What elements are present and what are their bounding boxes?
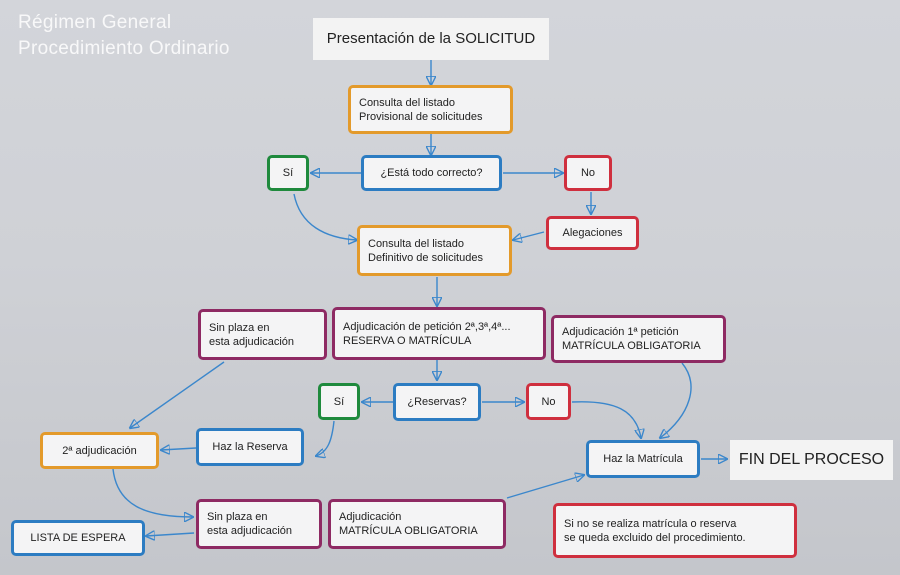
arrow-segunda-to-sinplaza [113,469,193,517]
arrow-no-to-matricula [572,402,641,438]
arrow-obligatoria-to-matricula [507,475,584,498]
lista-espera-box: LISTA DE ESPERA [11,520,145,556]
arrow-si-to-definitivo [294,194,357,240]
arrow-sinplaza-to-segunda [130,362,224,428]
sin-plaza-box-2: Sin plaza en esta adjudicación [196,499,322,549]
si-box-2: Sí [318,383,360,420]
alegaciones-box: Alegaciones [546,216,639,250]
arrow-si-to-reserva [316,421,334,456]
consulta-provisional-box: Consulta del listado Provisional de solicitudes [348,85,513,134]
adjudicacion-primera-box: Adjudicación 1ª petición MATRÍCULA OBLIGATORIA [551,315,726,363]
adjudicacion-peticion-box: Adjudicación de petición 2ª,3ª,4ª... RESERVA O MATRÍCULA [332,307,546,360]
sin-plaza-box-1: Sin plaza en esta adjudicación [198,309,327,360]
haz-matricula-box: Haz la Matrícula [586,440,700,478]
header-title: Régimen General [18,12,172,33]
arrow-alegaciones-to-definitivo [513,232,544,240]
no-box-2: No [526,383,571,420]
si-box-1: Sí [267,155,309,191]
arrow-primera-to-matricula [660,363,691,438]
nota-exclusion-box: Si no se realiza matrícula o reserva se queda excluido del procedimiento. [553,503,797,558]
arrow-sinplaza-to-lista [146,533,194,536]
haz-reserva-box: Haz la Reserva [196,428,304,466]
arrow-reserva-to-segunda [161,448,196,450]
no-box-1: No [564,155,612,191]
segunda-adjudicacion-box: 2ª adjudicación [40,432,159,469]
correcto-decision-box: ¿Está todo correcto? [361,155,502,191]
header-subtitle: Procedimiento Ordinario [18,38,230,59]
reservas-decision-box: ¿Reservas? [393,383,481,421]
consulta-definitivo-box: Consulta del listado Definitivo de solicitudes [357,225,512,276]
presentacion-solicitud-box: Presentación de la SOLICITUD [313,18,549,60]
fin-proceso-box: FIN DEL PROCESO [730,440,893,480]
adjudicacion-obligatoria-box: Adjudicación MATRÍCULA OBLIGATORIA [328,499,506,549]
